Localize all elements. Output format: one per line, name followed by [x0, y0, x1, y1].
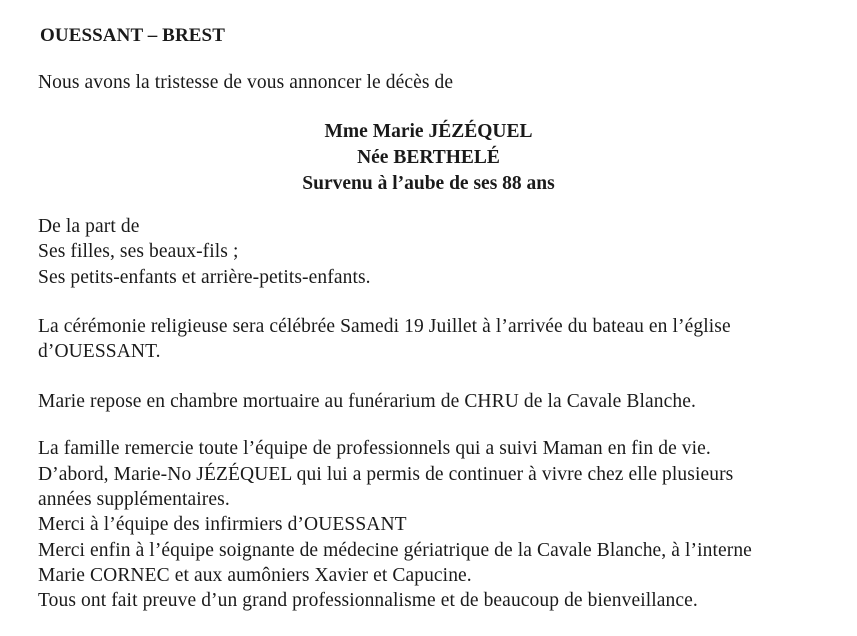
- ceremony-line-2: d’OUESSANT.: [38, 341, 161, 362]
- maiden-name: Née BERTHELÉ: [357, 147, 500, 168]
- thanks-line-4: Merci à l’équipe des infirmiers d’OUESSANT: [38, 514, 407, 535]
- age-line: Survenu à l’aube de ses 88 ans: [302, 173, 555, 194]
- thanks-line-6: Marie CORNEC et aux aumôniers Xavier et Capucine.: [38, 565, 472, 586]
- location-heading: OUESSANT – BREST: [40, 25, 225, 46]
- thanks-line-5: Merci enfin à l’équipe soignante de médecine gériatrique de la Cavale Blanche, à l’interne: [38, 540, 752, 561]
- thanks-line-7: Tous ont fait preuve d’un grand professionnalisme et de beaucoup de bienveillance.: [38, 590, 698, 611]
- deceased-name: Mme Marie JÉZÉQUEL: [324, 121, 533, 142]
- ceremony-line-1: La cérémonie religieuse sera célébrée Samedi 19 Juillet à l’arrivée du bateau en l’église: [38, 316, 731, 337]
- from-line-3: Ses petits-enfants et arrière-petits-enfants.: [38, 267, 371, 288]
- thanks-line-2: D’abord, Marie-No JÉZÉQUEL qui lui a permis de continuer à vivre chez elle plusieurs: [38, 464, 734, 485]
- intro-text: Nous avons la tristesse de vous annoncer le décès de: [38, 72, 454, 93]
- from-line-2: Ses filles, ses beaux-fils ;: [38, 241, 239, 262]
- thanks-line-1: La famille remercie toute l’équipe de professionnels qui a suivi Maman en fin de vie.: [38, 438, 711, 459]
- thanks-line-3: années supplémentaires.: [38, 489, 230, 510]
- rest-line: Marie repose en chambre mortuaire au funérarium de CHRU de la Cavale Blanche.: [38, 391, 696, 412]
- from-line-1: De la part de: [38, 216, 140, 237]
